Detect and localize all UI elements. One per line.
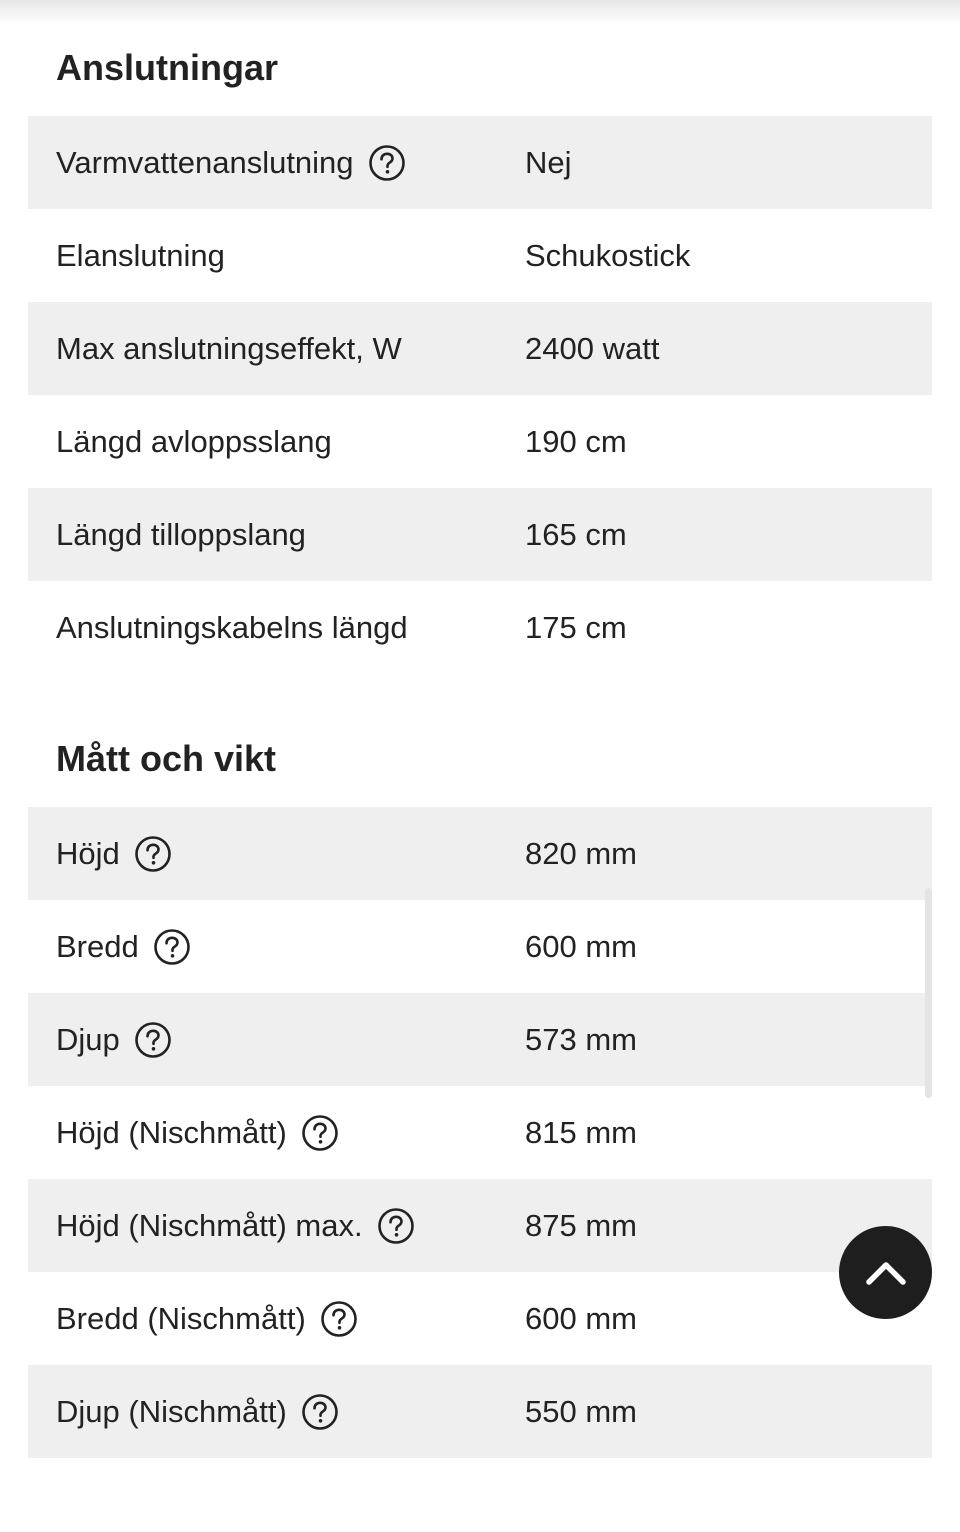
spec-row <box>28 116 932 209</box>
spec-value: Nej <box>525 144 572 180</box>
spec-label: Längd avloppsslang <box>56 423 332 459</box>
question-circle-icon[interactable] <box>301 1114 339 1152</box>
back-to-top-button[interactable] <box>839 1226 932 1319</box>
spec-row <box>28 209 932 302</box>
question-circle-icon[interactable] <box>134 1021 172 1059</box>
spec-label: Max anslutningseffekt, W <box>56 330 402 366</box>
spec-value: 600 mm <box>525 1300 637 1336</box>
spec-value: 175 cm <box>525 609 627 645</box>
spec-label: Höjd (Nischmått) max. <box>56 1207 363 1243</box>
spec-label: Bredd (Nischmått) <box>56 1300 306 1336</box>
spec-row <box>28 1086 932 1179</box>
question-circle-icon[interactable] <box>320 1300 358 1338</box>
spec-row <box>28 993 932 1086</box>
spec-row <box>28 1365 932 1458</box>
spec-label: Bredd <box>56 928 139 964</box>
spec-label: Djup <box>56 1021 120 1057</box>
spec-table-matt-och-vikt <box>28 807 932 1458</box>
question-circle-icon[interactable] <box>301 1393 339 1431</box>
section-title-matt-och-vikt: Mått och vikt <box>56 738 277 779</box>
scrollbar[interactable] <box>925 888 932 1098</box>
spec-value: 190 cm <box>525 423 627 459</box>
spec-row <box>28 807 932 900</box>
spec-label: Djup (Nischmått) <box>56 1393 287 1429</box>
spec-row <box>28 1272 932 1365</box>
spec-value: 875 mm <box>525 1207 637 1243</box>
spec-row <box>28 900 932 993</box>
spec-label: Elanslutning <box>56 237 225 273</box>
spec-row <box>28 302 932 395</box>
spec-value: 600 mm <box>525 928 637 964</box>
spec-table-anslutningar <box>28 116 932 674</box>
spec-row <box>28 488 932 581</box>
spec-value: 2400 watt <box>525 330 660 366</box>
chevron-up-icon <box>863 1250 909 1296</box>
spec-row <box>28 395 932 488</box>
spec-row <box>28 581 932 674</box>
question-circle-icon[interactable] <box>368 144 406 182</box>
spec-value: 165 cm <box>525 516 627 552</box>
spec-label: Höjd (Nischmått) <box>56 1114 287 1150</box>
spec-label: Längd tilloppslang <box>56 516 306 552</box>
spec-value: 550 mm <box>525 1393 637 1429</box>
section-title-anslutningar: Anslutningar <box>56 47 278 88</box>
spec-label: Anslutningskabelns längd <box>56 609 408 645</box>
question-circle-icon[interactable] <box>153 928 191 966</box>
spec-row <box>28 1179 932 1272</box>
spec-value: 815 mm <box>525 1114 637 1150</box>
spec-label: Höjd <box>56 835 120 871</box>
spec-value: Schukostick <box>525 237 691 273</box>
spec-value: 573 mm <box>525 1021 637 1057</box>
spec-label: Varmvattenanslutning <box>56 144 354 180</box>
header-shadow <box>0 0 960 24</box>
question-circle-icon[interactable] <box>377 1207 415 1245</box>
question-circle-icon[interactable] <box>134 835 172 873</box>
spec-value: 820 mm <box>525 835 637 871</box>
